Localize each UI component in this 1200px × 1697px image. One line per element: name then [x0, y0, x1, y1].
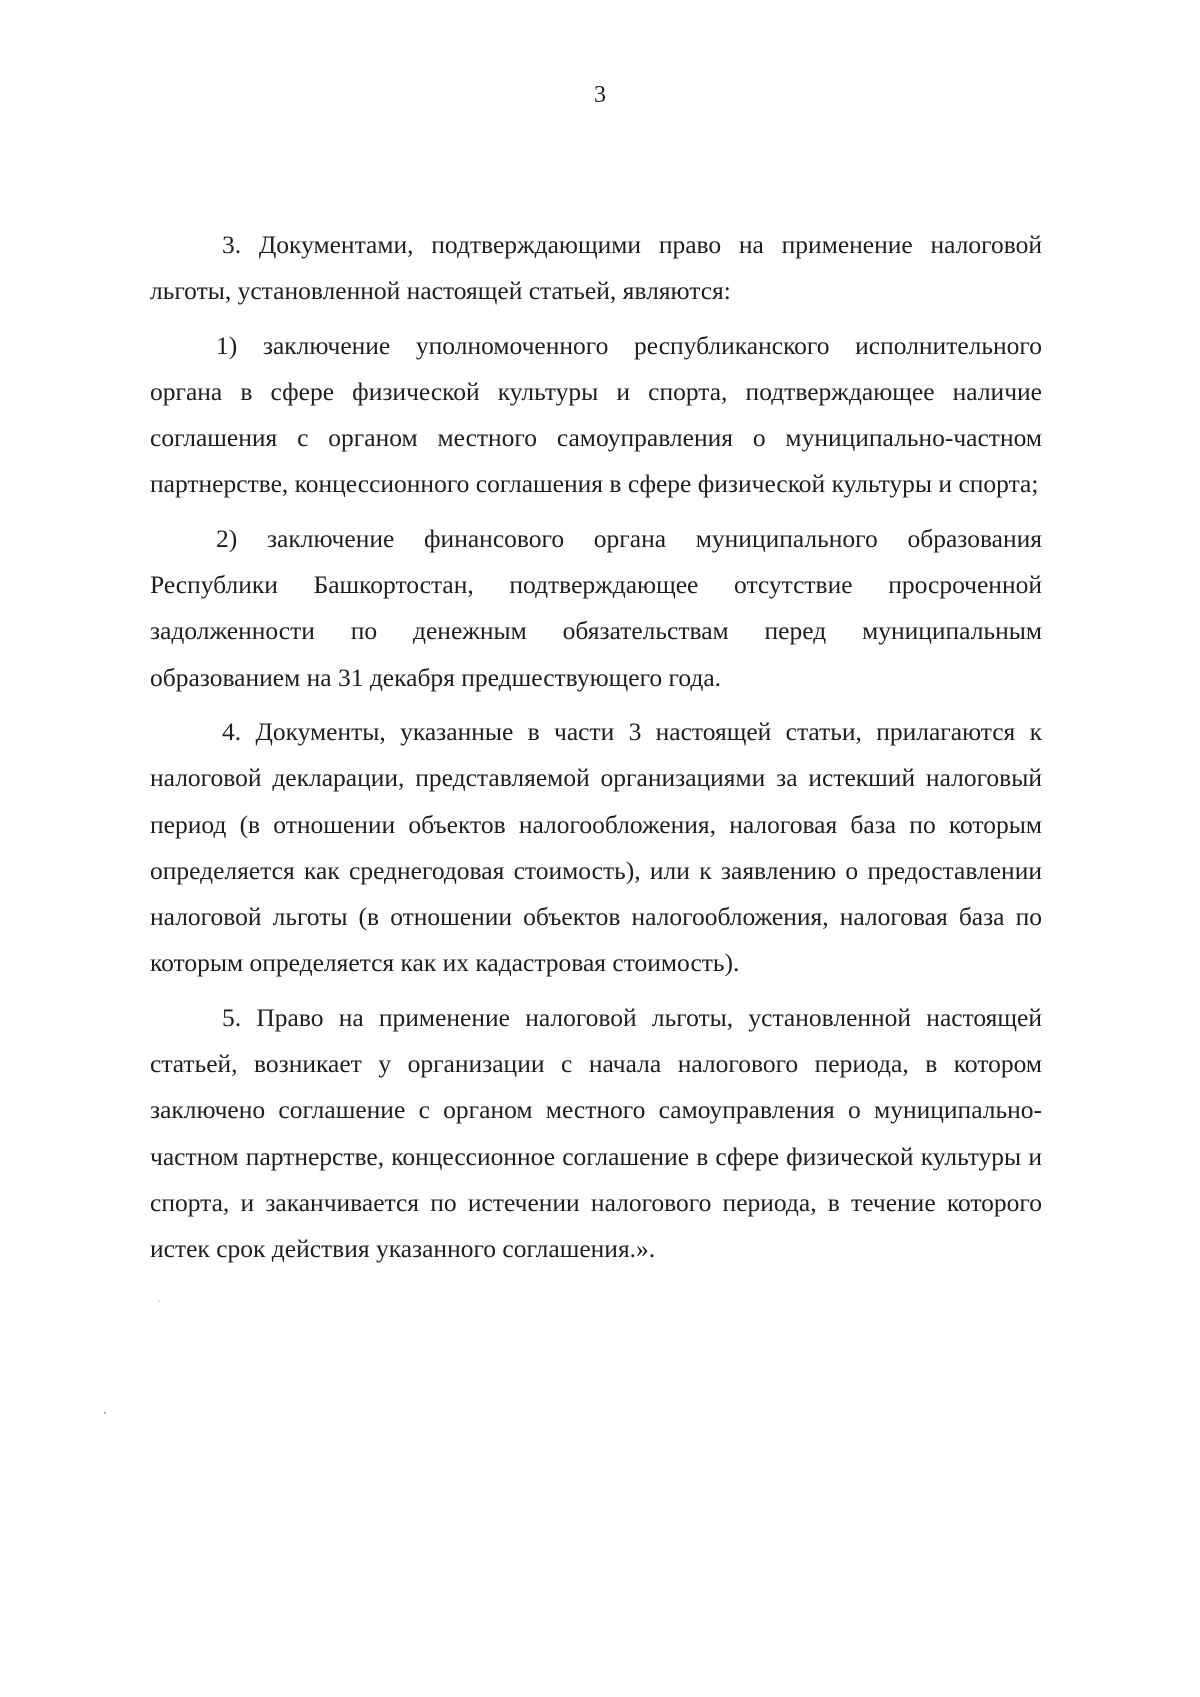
list-item-2: 2) заключение финансового органа муниципального образования Республики Башкортостан, подтверждающее отсутствие просроченной задолженности по денежным обязательствам перед муниципальным образованием на 31 декабря предшествующего года.	[150, 523, 1042, 692]
paragraph-part-5: 5. Право на применение налоговой льготы, установленной настоящей статьей, возникает у организации с начала налогового периода, в котором заключено соглашение с органом местного самоуправления о муниципально-частном партнерстве, концессионное соглашение в сфере физической культуры и спорта, и заканчивается по истечении налогового периода, в течение которого истек срок действия указанного соглашения.».	[150, 1002, 1042, 1264]
scan-speck	[158, 1300, 160, 1302]
paragraph-part-3: 3. Документами, подтверждающими право на применение налоговой льготы, установленной настоящей статьей, являются:	[150, 230, 1042, 306]
scan-speck	[104, 1412, 106, 1414]
list-item-1: 1) заключение уполномоченного республиканского исполнительного органа в сфере физической культуры и спорта, подтверждающее наличие соглашения с органом местного самоуправления о муниципально-частном партнерстве, концессионного соглашения в сфере физической культуры и спорта;	[150, 330, 1042, 499]
document-body	[150, 222, 1042, 1281]
page-number: 3	[594, 82, 606, 108]
paragraph-part-4: 4. Документы, указанные в части 3 настоящей статьи, прилагаются к налоговой декларации, представляемой организациями за истекший налоговый период (в отношении объектов налогообложения, налоговая база по которым определяется как среднегодовая стоимость), или к заявлению о предоставлении налоговой льготы (в отношении объектов налогообложения, налоговая база по которым определяется как их кадастровая стоимость).	[150, 716, 1042, 978]
